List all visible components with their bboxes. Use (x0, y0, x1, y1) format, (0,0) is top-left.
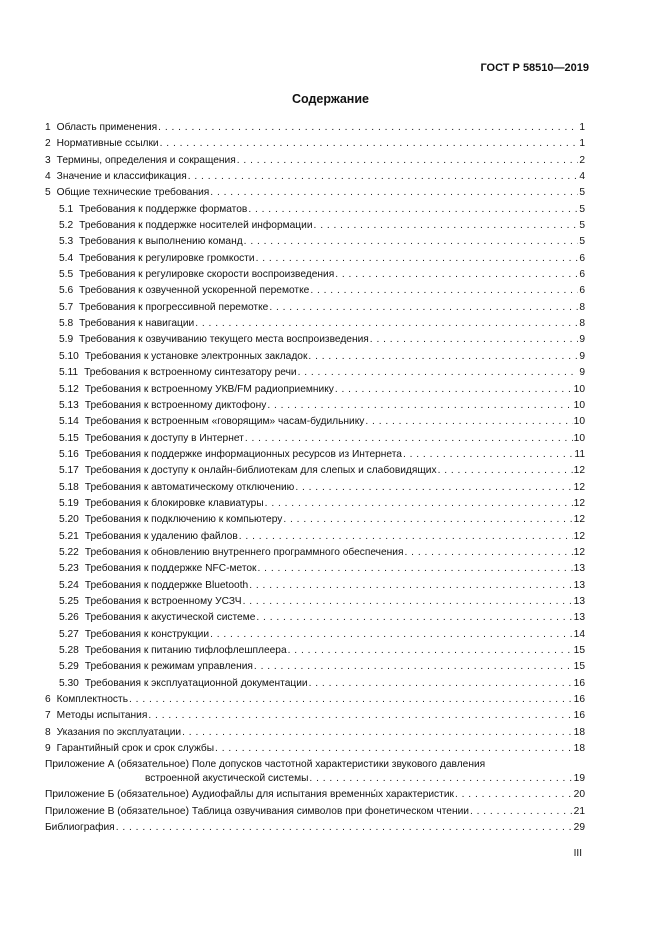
toc-entry[interactable] (45, 202, 585, 218)
toc-dot-leader (215, 741, 573, 757)
toc-entry-number: 5.1 (59, 203, 74, 215)
toc-entry-label: Требования к установке электронных закладок (84, 350, 308, 362)
toc-dot-leader (309, 772, 572, 786)
toc-entry-label: Требования к режимам управления (84, 661, 253, 673)
toc-dot-leader (265, 496, 573, 512)
toc-entry[interactable] (45, 267, 585, 283)
toc-entry[interactable] (45, 300, 585, 316)
toc-entry-page: 19 (573, 772, 585, 784)
toc-entry-number: 5.30 (59, 677, 79, 689)
toc-entry-number: 5 (45, 187, 51, 199)
toc-entry-number: 5.28 (59, 645, 79, 656)
toc-dot-leader (195, 316, 578, 332)
toc-entry[interactable] (45, 365, 585, 381)
toc-entry-page: 4 (579, 171, 585, 183)
toc-entry-label: Требования к автоматическому отключению (84, 481, 295, 493)
toc-entry-page: 9 (579, 334, 585, 346)
toc-entry-number: 5.10 (59, 350, 79, 362)
toc-entry[interactable] (45, 283, 585, 299)
toc-entry-number: 5.18 (59, 481, 79, 493)
toc-entry[interactable] (45, 349, 585, 365)
toc-entry-number: 5.8 (59, 318, 74, 330)
toc-entry-label-continued: встроенной акустической системы (145, 772, 309, 784)
toc-entry-page: 21 (573, 805, 585, 817)
toc-entry-number: 5.13 (59, 399, 79, 411)
toc-entry[interactable] (45, 545, 585, 561)
toc-dot-leader (405, 545, 573, 561)
toc-entry[interactable] (45, 643, 585, 659)
toc-dot-leader (370, 332, 579, 348)
toc-entry-number: 5.21 (59, 530, 79, 542)
toc-dot-leader (245, 431, 573, 447)
toc-entry-page: 20 (573, 789, 585, 801)
toc-entry-page: 12 (573, 481, 585, 493)
toc-entry-label: Библиография (45, 822, 115, 834)
toc-entry-page: 10 (573, 416, 585, 428)
toc-entry-number: 5.12 (59, 383, 79, 395)
toc-dot-leader (470, 804, 573, 820)
toc-entry[interactable] (45, 692, 585, 708)
toc-entry-page: 1 (579, 122, 585, 133)
toc-entry-appendix-a[interactable] (45, 757, 585, 787)
toc-dot-leader (243, 594, 573, 610)
toc-dot-leader (188, 169, 579, 185)
toc-dot-leader (244, 234, 579, 250)
toc-entry[interactable] (45, 185, 585, 201)
toc-entry-label: Нормативные ссылки (56, 138, 159, 150)
toc-entry-number: 5.20 (59, 514, 79, 526)
toc-entry-label: Методы испытания (56, 710, 148, 722)
toc-entry[interactable] (45, 153, 585, 169)
toc-entry-label: Требования к озвучиванию текущего места воспроизведения (79, 334, 369, 346)
toc-entry-page: 5 (579, 220, 585, 232)
toc-dot-leader (239, 529, 573, 545)
toc-dot-leader (210, 627, 573, 643)
toc-dot-leader (116, 820, 573, 836)
toc-entry[interactable] (45, 496, 585, 512)
toc-entry[interactable] (45, 463, 585, 479)
toc-entry-page: 6 (579, 285, 585, 297)
toc-entry-number: 5.5 (59, 269, 74, 281)
toc-entry[interactable] (45, 725, 585, 741)
toc-dot-leader (288, 643, 573, 659)
toc-entry-number: 3 (45, 154, 51, 166)
toc-entry-label: Требования к регулировке скорости воспроизведения (79, 269, 335, 281)
toc-entry-number: 1 (45, 122, 51, 133)
toc-entry-label: Приложение А (обязательное) Поле допусков частотной характеристики звукового давления (45, 759, 486, 771)
toc-entry[interactable] (45, 136, 585, 152)
toc-entry[interactable] (45, 480, 585, 496)
toc-entry-page: 13 (573, 595, 585, 607)
toc-dot-leader (298, 365, 579, 381)
toc-entry-page: 29 (573, 822, 585, 834)
toc-entry-page: 18 (573, 726, 585, 738)
toc-entry-number: 5.16 (59, 448, 79, 460)
toc-entry-number: 5.22 (59, 546, 79, 558)
toc-entry-page: 6 (579, 269, 585, 281)
toc-dot-leader (210, 185, 578, 201)
toc-entry-number: 5.24 (59, 579, 79, 591)
toc-dot-leader (160, 136, 579, 152)
toc-entry[interactable] (45, 741, 585, 757)
toc-entry-number: 5.19 (59, 497, 79, 509)
toc-dot-leader (248, 202, 578, 218)
toc-entry-page: 16 (573, 694, 585, 706)
toc-entry-page: 12 (573, 530, 585, 542)
toc-entry-page: 1 (579, 138, 585, 150)
toc-entry-label: Требования к удалению файлов (84, 530, 238, 542)
toc-dot-leader (267, 398, 572, 414)
toc-entry-label: Требования к встроенному синтезатору речи (84, 367, 297, 379)
toc-entry-label: Требования к блокировке клавиатуры (84, 497, 264, 509)
toc-entry-label: Требования к озвученной ускоренной перемотке (79, 285, 310, 297)
toc-entry-label: Требования к поддержке NFC-меток (84, 563, 257, 575)
toc-dot-leader (308, 349, 578, 365)
toc-entry-label: Требования к поддержке информационных ресурсов из Интернета (84, 448, 402, 460)
toc-entry[interactable] (45, 447, 585, 463)
toc-dot-leader (403, 447, 573, 463)
toc-entry-number: 5.2 (59, 220, 74, 232)
toc-entry[interactable] (45, 804, 585, 820)
toc-entry-number: 5.7 (59, 301, 74, 313)
toc-entry-number: 5.29 (59, 661, 79, 673)
toc-dot-leader (335, 382, 573, 398)
toc-entry-page: 9 (579, 367, 585, 379)
toc-entry-label: Требования к подключению к компьютеру (84, 514, 283, 526)
toc-entry-page: 6 (579, 252, 585, 264)
toc-entry[interactable] (45, 332, 585, 348)
toc-dot-leader (237, 153, 579, 169)
toc-entry[interactable] (45, 787, 585, 803)
toc-entry[interactable] (45, 659, 585, 675)
toc-entry-number: 5.3 (59, 236, 74, 248)
toc-entry[interactable] (45, 529, 585, 545)
toc-entry-page: 13 (573, 579, 585, 591)
toc-dot-leader (256, 251, 579, 267)
toc-entry-label: Требования к конструкции (84, 628, 210, 640)
toc-entry-number: 5.25 (59, 595, 79, 607)
toc-dot-leader (158, 120, 578, 136)
toc-entry-page: 10 (573, 399, 585, 411)
page-number: III (573, 848, 582, 859)
toc-dot-leader (314, 218, 579, 234)
toc-entry-number: 5.6 (59, 285, 74, 297)
toc-entry-label: Термины, определения и сокращения (56, 154, 236, 166)
toc-entry[interactable] (45, 708, 585, 724)
toc-dot-leader (269, 300, 578, 316)
toc-dot-leader (309, 676, 573, 692)
toc-entry[interactable] (45, 414, 585, 430)
toc-entry-page: 12 (573, 546, 585, 558)
toc-entry-label: Требования к навигации (79, 318, 195, 330)
toc-entry[interactable] (45, 610, 585, 626)
toc-dot-leader (438, 463, 573, 479)
toc-entry-page: 2 (579, 154, 585, 166)
toc-entry[interactable] (45, 398, 585, 414)
toc-entry-label: Требования к эксплуатационной документации (84, 677, 308, 689)
toc-entry-number: 5.9 (59, 334, 74, 346)
toc-entry-number: 5.23 (59, 563, 79, 575)
toc-entry-page: 14 (573, 628, 585, 640)
toc-entry[interactable] (45, 512, 585, 528)
toc-entry-number: 5.4 (59, 252, 74, 264)
table-of-contents (45, 120, 585, 836)
toc-entry-number: 5.11 (59, 367, 79, 379)
toc-dot-leader (256, 610, 572, 626)
toc-entry-number: 2 (45, 138, 51, 150)
toc-entry-page: 12 (573, 465, 585, 477)
toc-entry-label: Требования к обновлению внутреннего программного обеспечения (84, 546, 404, 558)
toc-entry[interactable] (45, 251, 585, 267)
toc-entry-label: Общие технические требования (56, 187, 210, 199)
toc-entry-page: 12 (573, 514, 585, 526)
toc-entry-page: 11 (574, 448, 585, 460)
toc-entry-label: Приложение Б (обязательное) Аудиофайлы для испытания временны́х характеристик (45, 789, 454, 801)
toc-entry-number: 7 (45, 710, 51, 722)
toc-entry[interactable] (45, 820, 585, 836)
toc-entry-label: Требования к питанию тифлофлешплеера (84, 645, 287, 656)
toc-entry-number: 9 (45, 743, 51, 755)
toc-entry-number: 5.26 (59, 612, 79, 624)
toc-dot-leader (295, 480, 572, 496)
toc-entry-label: Приложение В (обязательное) Таблица озвучивания символов при фонетическом чтении (45, 805, 469, 817)
toc-dot-leader (258, 561, 573, 577)
toc-entry-number: 5.27 (59, 628, 79, 640)
toc-entry-page: 16 (573, 677, 585, 689)
toc-entry[interactable] (45, 382, 585, 398)
toc-entry-page: 8 (579, 318, 585, 330)
page-title: Содержание (291, 92, 369, 106)
toc-entry-page: 8 (579, 301, 585, 313)
toc-dot-leader (148, 708, 572, 724)
toc-entry-number: 8 (45, 726, 51, 738)
toc-entry[interactable] (45, 316, 585, 332)
toc-entry-label: Требования к прогрессивной перемотке (79, 301, 269, 313)
toc-entry-page: 15 (573, 661, 585, 673)
toc-entry-page: 5 (579, 203, 585, 215)
document-code: ГОСТ Р 58510—2019 (480, 62, 589, 74)
toc-entry[interactable] (45, 594, 585, 610)
toc-entry[interactable] (45, 561, 585, 577)
toc-entry-label: Гарантийный срок и срок службы (56, 743, 215, 755)
toc-entry-label: Требования к поддержке Bluetooth (84, 579, 249, 591)
toc-entry[interactable] (45, 627, 585, 643)
toc-entry-label: Требования к встроенному диктофону (84, 399, 267, 411)
toc-entry-number: 5.17 (59, 465, 79, 477)
toc-entry-page: 16 (573, 710, 585, 722)
toc-entry-label: Требования к встроенным «говорящим» часам-будильнику (84, 416, 365, 428)
toc-entry-page: 5 (579, 236, 585, 248)
toc-dot-leader (365, 414, 572, 430)
toc-dot-leader (254, 659, 573, 675)
toc-entry-page: 5 (579, 187, 585, 199)
toc-entry-label: Указания по эксплуатации (56, 726, 182, 738)
toc-dot-leader (129, 692, 573, 708)
toc-entry[interactable] (45, 234, 585, 250)
toc-entry-page: 13 (573, 563, 585, 575)
toc-entry-label: Область применения (56, 122, 158, 133)
toc-entry-label: Комплектность (56, 694, 128, 706)
toc-entry-page: 18 (573, 743, 585, 755)
toc-entry-label: Требования к поддержке форматов (79, 203, 248, 215)
toc-entry[interactable] (45, 218, 585, 234)
toc-dot-leader (182, 725, 573, 741)
toc-entry-label: Требования к доступу к онлайн-библиотекам для слепых и слабовидящих (84, 465, 437, 477)
toc-entry[interactable] (45, 431, 585, 447)
toc-entry-label: Требования к встроенному УСЗЧ (84, 595, 242, 607)
toc-entry-number: 4 (45, 171, 51, 183)
toc-entry-page: 12 (573, 497, 585, 509)
toc-entry-label: Требования к регулировке громкости (79, 252, 255, 264)
toc-entry-page: 10 (573, 383, 585, 395)
toc-entry[interactable] (45, 578, 585, 594)
toc-dot-leader (335, 267, 578, 283)
toc-entry-page: 10 (573, 432, 585, 444)
toc-entry-label: Требования к встроенному УКВ/FM радиоприемнику (84, 383, 334, 395)
toc-entry-number: 5.14 (59, 416, 79, 428)
toc-entry[interactable] (45, 169, 585, 185)
toc-dot-leader (249, 578, 572, 594)
toc-entry-label: Требования к поддержке носителей информации (79, 220, 313, 232)
toc-entry-label: Значение и классификация (56, 171, 187, 183)
toc-dot-leader (455, 787, 573, 803)
toc-dot-leader (283, 512, 572, 528)
toc-entry-page: 15 (573, 645, 585, 656)
toc-entry-page: 9 (579, 350, 585, 362)
toc-entry-number: 6 (45, 694, 51, 706)
toc-entry-page: 13 (573, 612, 585, 624)
toc-entry-label: Требования к акустической системе (84, 612, 256, 624)
toc-entry-number: 5.15 (59, 432, 79, 444)
toc-dot-leader (310, 283, 578, 299)
toc-entry-label: Требования к выполнению команд (79, 236, 243, 248)
toc-entry[interactable] (45, 676, 585, 692)
toc-entry-label: Требования к доступу в Интернет (84, 432, 244, 444)
toc-entry[interactable] (45, 120, 585, 136)
